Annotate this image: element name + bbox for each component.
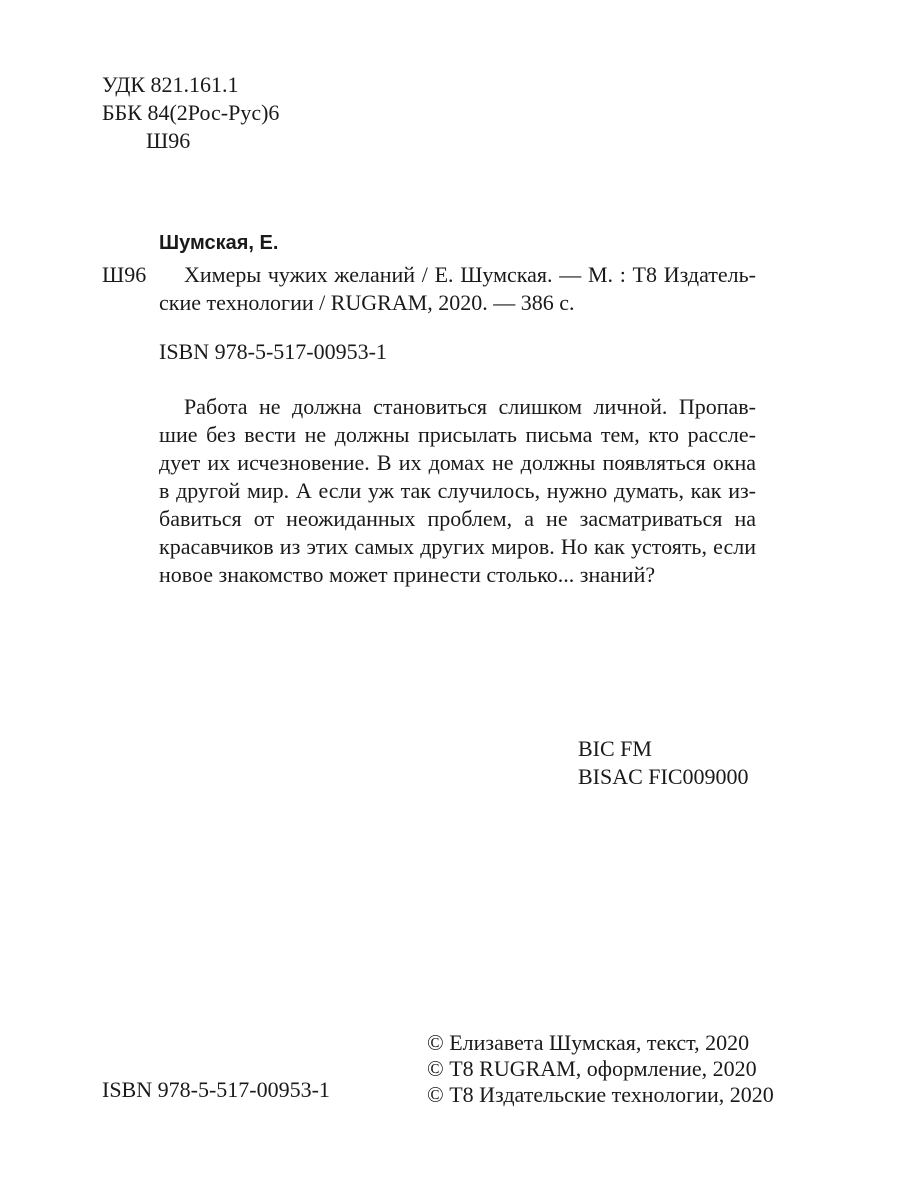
bic-code: BIC FM: [578, 736, 652, 761]
author-heading: Шумская, Е.: [159, 232, 279, 254]
annotation-line: Работа не должна становиться слишком личной. Пропав-: [184, 394, 756, 419]
bbk-code: ББК 84(2Рос-Рус)6: [102, 100, 280, 125]
isbn-line: ISBN 978-5-517-00953-1: [159, 339, 387, 364]
annotation-line: дует их исчезновение. В их домах не должны появляться окна: [159, 450, 756, 475]
copyright-line: © Т8 RUGRAM, оформление, 2020: [427, 1056, 757, 1081]
annotation-line: шие без вести не должны присылать письма тем, кто рассле-: [159, 422, 756, 447]
footer-isbn: ISBN 978-5-517-00953-1: [102, 1077, 330, 1102]
annotation-line: бавиться от неожиданных проблем, а не засматриваться на: [159, 506, 756, 531]
udk-code: УДК 821.161.1: [102, 72, 239, 97]
copyright-line: © Елизавета Шумская, текст, 2020: [427, 1030, 750, 1055]
side-author-mark: Ш96: [102, 262, 147, 287]
copyright-line: © Т8 Издательские технологии, 2020: [427, 1082, 774, 1107]
annotation-line: в другой мир. А если уж так случилось, нужно думать, как из-: [159, 478, 756, 503]
annotation-line: красавчиков из этих самых других миров. Но как устоять, если: [159, 534, 756, 559]
annotation-line: новое знакомство может принести столько... знаний?: [159, 562, 656, 587]
bibliographic-description-line: Химеры чужих желаний / Е. Шумская. — М. : Т8 Издатель-: [184, 262, 756, 287]
bisac-code: BISAC FIC009000: [578, 764, 749, 789]
author-mark: Ш96: [146, 128, 191, 153]
bibliographic-description-line: ские технологии / RUGRAM, 2020. — 386 с.: [159, 290, 575, 315]
